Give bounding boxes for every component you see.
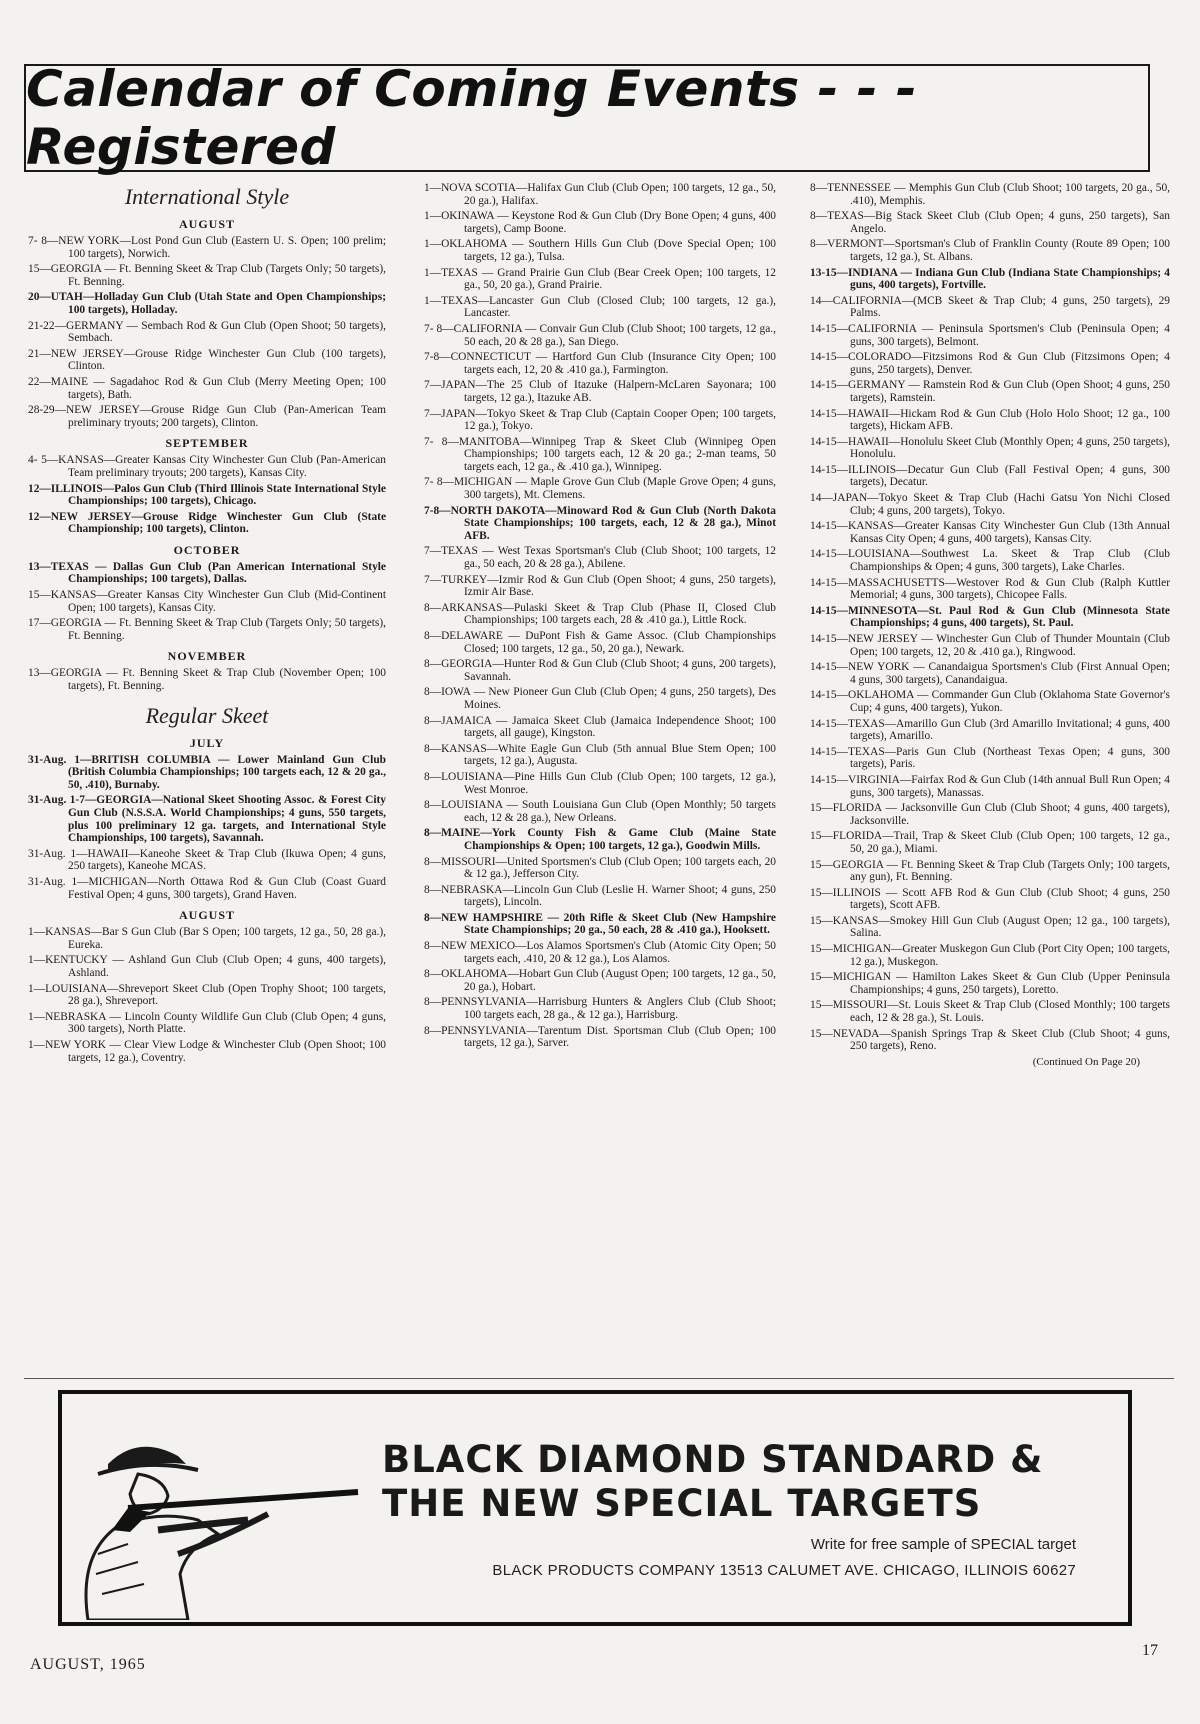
event-entry: 8—DELAWARE — DuPont Fish & Game Assoc. (Club Championships Closed; 100 targets, 12 ga., 50, 20 ga.), Newark. (424, 630, 776, 655)
event-entry: 13-15—INDIANA — Indiana Gun Club (Indiana State Championships; 4 guns, 400 targets), Fortville. (810, 266, 1170, 292)
event-entry: 7- 8—NEW YORK—Lost Pond Gun Club (Eastern U. S. Open; 100 prelim; 100 targets), Norwich. (28, 235, 386, 260)
event-entry: 13—TEXAS — Dallas Gun Club (Pan American International Style Championships; 100 targets), Dallas. (28, 560, 386, 586)
event-entry: 8—TENNESSEE — Memphis Gun Club (Club Shoot; 100 targets, 20 ga., 50, .410), Memphis. (810, 182, 1170, 207)
event-entry: 7—JAPAN—The 25 Club of Itazuke (Halpern-McLaren Sayonara; 100 targets, 12 ga.), Itazuke AB. (424, 379, 776, 404)
event-entry: 1—OKLAHOMA — Southern Hills Gun Club (Dove Special Open; 100 targets, 12 ga.), Tulsa. (424, 238, 776, 263)
page-title: Calendar of Coming Events - - - Registered (26, 60, 918, 176)
event-entry: 31-Aug. 1—MICHIGAN—North Ottawa Rod & Gun Club (Coast Guard Festival Open; 4 guns, 300 targets), Grand Haven. (28, 875, 386, 901)
event-entry: 12—ILLINOIS—Palos Gun Club (Third Illinois State International Style Championships; 100 targets), Chicago. (28, 482, 386, 508)
event-entry: 15—MICHIGAN — Hamilton Lakes Skeet & Gun Club (Upper Peninsula Championships; 4 guns, 250 targets), Loretto. (810, 971, 1170, 996)
event-entry: 1—NEW YORK — Clear View Lodge & Winchester Club (Open Shoot; 100 targets, 12 ga.), Coventry. (28, 1038, 386, 1064)
event-entry: 8—NEBRASKA—Lincoln Gun Club (Leslie H. Warner Shoot; 4 guns, 250 targets), Lincoln. (424, 883, 776, 909)
advertisement (58, 1390, 1132, 1626)
event-entry: 1—NEBRASKA — Lincoln County Wildlife Gun Club (Club Open; 4 guns, 300 targets), North Platte. (28, 1010, 386, 1036)
regular-skeet-heading: Regular Skeet (145, 702, 269, 728)
event-entry: 8—MISSOURI—United Sportsmen's Club (Club Open; 100 targets each, 20 & 12 ga.), Jefferson City. (424, 855, 776, 881)
event-entry: 14-15—COLORADO—Fitzsimons Rod & Gun Club (Fitzsimons Open; 4 guns, 250 targets), Denver. (810, 351, 1170, 376)
ad-subtext: Write for free sample of SPECIAL target (810, 1536, 1076, 1553)
event-entry: 14-15—MASSACHUSETTS—Westover Rod & Gun Club (Ralph Kuttler Memorial; 4 guns, 300 targets), Chicopee Falls. (810, 576, 1170, 602)
month-heading: SEPTEMBER (165, 436, 249, 451)
month-heading: NOVEMBER (167, 649, 247, 664)
event-entry: 15—ILLINOIS — Scott AFB Rod & Gun Club (Club Shoot; 4 guns, 250 targets), Scott AFB. (810, 886, 1170, 912)
event-entry: 15—MISSOURI—St. Louis Skeet & Trap Club (Closed Monthly; 100 targets each, 12 & 28 ga.), St. Louis. (810, 999, 1170, 1025)
event-entry: 31-Aug. 1—HAWAII—Kaneohe Skeet & Trap Club (Ikuwa Open; 4 guns, 250 targets), Kaneohe MCAS. (28, 847, 386, 873)
month-heading: JULY (189, 735, 225, 750)
event-entry: 14-15—NEW JERSEY — Winchester Gun Club of Thunder Mountain (Club Open; 100 targets, 12, 20 & .410 ga.), Ringwood. (810, 633, 1170, 658)
event-entry: 20—UTAH—Holladay Gun Club (Utah State and Open Championships; 100 targets), Holladay. (28, 291, 386, 316)
event-entry: 8—VERMONT—Sportsman's Club of Franklin County (Route 89 Open; 100 targets, 12 ga.), St. Albans. (810, 238, 1170, 263)
event-list (28, 561, 386, 643)
event-entry: 28-29—NEW JERSEY—Grouse Ridge Gun Club (Pan-American Team preliminary tryouts; 200 targets), Clinton. (28, 404, 386, 429)
event-list (28, 667, 386, 692)
event-entry: 14—JAPAN—Tokyo Skeet & Trap Club (Hachi Gatsu Yon Nichi Closed Club; 4 guns, 200 targets), Tokyo. (810, 492, 1170, 517)
ad-headline (382, 1438, 1102, 1526)
event-entry: 8—OKLAHOMA—Hobart Gun Club (August Open; 100 targets, 12 ga., 50, 20 ga.), Hobart. (424, 968, 776, 993)
event-entry: 31-Aug. 1-7—GEORGIA—National Skeet Shooting Assoc. & Forest City Gun Club (N.S.S.A. World Championships; 4 guns, 550 targets, plus 100 preliminary 12 ga. targets, and International Style Championships, 100 targets), Savannah. (28, 794, 386, 845)
event-entry: 8—IOWA — New Pioneer Gun Club (Club Open; 4 guns, 250 targets), Des Moines. (424, 686, 776, 711)
event-list (28, 754, 386, 902)
event-entry: 8—TEXAS—Big Stack Skeet Club (Club Open; 4 guns, 250 targets), San Angelo. (810, 210, 1170, 235)
event-entry: 15—FLORIDA — Jacksonville Gun Club (Club Shoot; 4 guns, 400 targets), Jacksonville. (810, 802, 1170, 827)
regular-skeet-section (28, 736, 386, 1064)
event-entry: 14-15—HAWAII—Honolulu Skeet Club (Monthly Open; 4 guns, 250 targets), Honolulu. (810, 435, 1170, 461)
event-list (28, 235, 386, 429)
event-entry: 14-15—TEXAS—Amarillo Gun Club (3rd Amarillo Invitational; 4 guns, 400 targets), Amarillo. (810, 717, 1170, 743)
event-entry: 12—NEW JERSEY—Grouse Ridge Winchester Gun Club (State Championship; 100 targets), Clinton. (28, 510, 386, 536)
event-entry: 15—GEORGIA — Ft. Benning Skeet & Trap Club (Targets Only; 50 targets), Ft. Benning. (28, 263, 386, 288)
divider (24, 1378, 1174, 1379)
event-entry: 22—MAINE — Sagadahoc Rod & Gun Club (Merry Meeting Open; 100 targets), Bath. (28, 375, 386, 401)
event-entry: 14-15—CALIFORNIA — Peninsula Sportsmen's Club (Peninsula Open; 4 guns, 300 targets), Belmont. (810, 322, 1170, 348)
issue-date: AUGUST, 1965 (30, 1656, 146, 1673)
column-2 (424, 182, 776, 1053)
event-entry: 1—NOVA SCOTIA—Halifax Gun Club (Club Open; 100 targets, 12 ga., 50, 20 ga.), Halifax. (424, 182, 776, 207)
event-entry: 15—KANSAS—Greater Kansas City Winchester Gun Club (Mid-Continent Open; 100 targets), Kansas City. (28, 589, 386, 614)
event-entry: 4- 5—KANSAS—Greater Kansas City Winchester Gun Club (Pan-American Team preliminary tryouts; 200 targets), Kansas City. (28, 454, 386, 479)
event-entry: 7—JAPAN—Tokyo Skeet & Trap Club (Captain Cooper Open; 100 targets, 12 ga.), Tokyo. (424, 407, 776, 433)
event-entry: 8—PENNSYLVANIA—Tarentum Dist. Sportsman Club (Club Open; 100 targets, 12 ga.), Sarver. (424, 1024, 776, 1050)
column-3 (810, 182, 1170, 1068)
event-entry: 8—MAINE—York County Fish & Game Club (Maine State Championships & Open; 100 targets, 12 ga.), Goodwin Mills. (424, 827, 776, 852)
page-number: 17 (1142, 1642, 1158, 1659)
event-entry: 14-15—ILLINOIS—Decatur Gun Club (Fall Festival Open; 4 guns, 300 targets), Decatur. (810, 463, 1170, 489)
event-entry: 15—MICHIGAN—Greater Muskegon Gun Club (Port City Open; 100 targets, 12 ga.), Muskegon. (810, 943, 1170, 968)
ad-headline-line-1: BLACK DIAMOND STANDARD & (382, 1438, 1044, 1481)
event-entry: 14-15—KANSAS—Greater Kansas City Winchester Gun Club (13th Annual Kansas City Open; 4 guns, 400 targets), Kansas City. (810, 520, 1170, 545)
event-entry: 8—NEW MEXICO—Los Alamos Sportsmen's Club (Atomic City Open; 50 targets each, .410, 20 & 12 ga.), Los Alamos. (424, 940, 776, 965)
event-entry: 7-8—CONNECTICUT — Hartford Gun Club (Insurance City Open; 100 targets each, 12, 20 & .410 ga.), Farmington. (424, 351, 776, 376)
event-entry: 15—NEVADA—Spanish Springs Trap & Skeet Club (Club Shoot; 4 guns, 250 targets), Reno. (810, 1027, 1170, 1053)
event-entry: 7—TEXAS — West Texas Sportsman's Club (Club Shoot; 100 targets, 12 ga., 50 each, 20 & 28 ga.), Abilene. (424, 545, 776, 571)
event-entry: 14-15—MINNESOTA—St. Paul Rod & Gun Club (Minnesota State Championships; 4 guns, 400 targets), St. Paul. (810, 604, 1170, 630)
event-entry: 7—TURKEY—Izmir Rod & Gun Club (Open Shoot; 4 guns, 250 targets), Izmir Air Base. (424, 573, 776, 599)
shooter-illustration-icon (68, 1434, 368, 1620)
month-heading: AUGUST (178, 908, 235, 923)
event-entry: 8—LOUISIANA — South Louisiana Gun Club (Open Monthly; 50 targets each, 12 & 28 ga.), New Orleans. (424, 799, 776, 824)
event-list (810, 182, 1170, 1053)
event-entry: 1—TEXAS — Grand Prairie Gun Club (Bear Creek Open; 100 targets, 12 ga., 50, 20 ga.), Grand Prairie. (424, 266, 776, 292)
ad-headline-line-2: THE NEW SPECIAL TARGETS (382, 1482, 982, 1525)
event-entry: 15—KANSAS—Smokey Hill Gun Club (August Open; 12 ga., 100 targets), Salina. (810, 914, 1170, 940)
event-entry: 8—NEW HAMPSHIRE — 20th Rifle & Skeet Club (New Hampshire State Championships; 20 ga., 50 each, 28 & .410 ga.), Hooksett. (424, 911, 776, 937)
event-entry: 8—LOUISIANA—Pine Hills Gun Club (Club Open; 100 targets, 12 ga.), West Monroe. (424, 770, 776, 796)
event-entry: 21-22—GERMANY — Sembach Rod & Gun Club (Open Shoot; 50 targets), Sembach. (28, 319, 386, 345)
event-entry: 14-15—HAWAII—Hickam Rod & Gun Club (Holo Holo Shoot; 12 ga., 100 targets), Hickam AFB. (810, 407, 1170, 433)
event-entry: 21—NEW JERSEY—Grouse Ridge Winchester Gun Club (100 targets), Clinton. (28, 347, 386, 373)
event-entry: 7- 8—CALIFORNIA — Convair Gun Club (Club Shoot; 100 targets, 12 ga., 50 each, 20 & 28 ga.), San Diego. (424, 322, 776, 348)
event-entry: 14-15—OKLAHOMA — Commander Gun Club (Oklahoma State Governor's Cup; 4 guns, 400 targets), Yukon. (810, 689, 1170, 714)
event-entry: 17—GEORGIA — Ft. Benning Skeet & Trap Club (Targets Only; 50 targets), Ft. Benning. (28, 617, 386, 642)
event-entry: 14-15—TEXAS—Paris Gun Club (Northeast Texas Open; 4 guns, 300 targets), Paris. (810, 745, 1170, 771)
ad-address: BLACK PRODUCTS COMPANY 13513 CALUMET AVE. CHICAGO, ILLINOIS 60627 (492, 1562, 1076, 1579)
event-entry: 1—OKINAWA — Keystone Rod & Gun Club (Dry Bone Open; 4 guns, 400 targets), Camp Boone. (424, 210, 776, 235)
continued-note: (Continued On Page 20) (1032, 1055, 1140, 1068)
event-list (28, 454, 386, 536)
event-list (424, 182, 776, 1050)
event-entry: 14-15—NEW YORK — Canandaigua Sportsmen's Club (First Annual Open; 4 guns, 300 targets), Canandaigua. (810, 661, 1170, 686)
event-entry: 8—GEORGIA—Hunter Rod & Gun Club (Club Shoot; 4 guns, 200 targets), Savannah. (424, 658, 776, 683)
international-style-section (28, 217, 386, 693)
event-entry: 1—KANSAS—Bar S Gun Club (Bar S Open; 100 targets, 12 ga., 50, 28 ga.), Eureka. (28, 926, 386, 951)
event-entry: 8—JAMAICA — Jamaica Skeet Club (Jamaica Independence Shoot; 100 targets, all gauge), Kingston. (424, 714, 776, 740)
international-style-heading: International Style (124, 184, 290, 209)
title-banner (24, 60, 1150, 176)
event-entry: 14—CALIFORNIA—(MCB Skeet & Trap Club; 4 guns, 250 targets), 29 Palms. (810, 294, 1170, 320)
month-heading: AUGUST (178, 217, 235, 231)
event-entry: 8—KANSAS—White Eagle Gun Club (5th annual Blue Stem Open; 100 targets, 12 ga.), Augusta. (424, 742, 776, 768)
event-entry: 8—PENNSYLVANIA—Harrisburg Hunters & Anglers Club (Club Shoot; 100 targets each, 28 ga., & 12 ga.), Harrisburg. (424, 996, 776, 1022)
event-entry: 15—GEORGIA — Ft. Benning Skeet & Trap Club (Targets Only; 100 targets, any gun), Ft. Benning. (810, 858, 1170, 884)
event-entry: 7- 8—MANITOBA—Winnipeg Trap & Skeet Club (Winnipeg Open Championships; 100 targets each, 12 & 20 ga.; 2-man teams, 50 targets each, 12 ga., & .410 ga.), Winnipeg. (424, 435, 776, 473)
event-list (28, 926, 386, 1064)
event-entry: 14-15—LOUISIANA—Southwest La. Skeet & Trap Club (Club Championships & Open; 4 guns, 300 targets), Lake Charles. (810, 548, 1170, 574)
event-entry: 15—FLORIDA—Trail, Trap & Skeet Club (Club Open; 100 targets, 12 ga., 50, 20 ga.), Miami. (810, 830, 1170, 855)
column-1 (28, 182, 386, 1067)
event-entry: 7- 8—MICHIGAN — Maple Grove Gun Club (Maple Grove Open; 4 guns, 300 targets), Mt. Clemens. (424, 476, 776, 502)
event-entry: 13—GEORGIA — Ft. Benning Skeet & Trap Club (November Open; 100 targets), Ft. Benning. (28, 667, 386, 693)
event-entry: 1—KENTUCKY — Ashland Gun Club (Club Open; 4 guns, 400 targets), Ashland. (28, 954, 386, 979)
event-entry: 1—TEXAS—Lancaster Gun Club (Closed Club; 100 targets, 12 ga.), Lancaster. (424, 294, 776, 320)
month-heading: OCTOBER (173, 542, 241, 557)
event-entry: 31-Aug. 1—BRITISH COLUMBIA — Lower Mainland Gun Club (British Columbia Championships; 100 targets each, 12 & 20 ga., 50, .410), Burnaby. (28, 753, 386, 791)
event-entry: 8—ARKANSAS—Pulaski Skeet & Trap Club (Phase II, Closed Club Championships; 100 targets each, 28 & .410 ga.), Little Rock. (424, 601, 776, 627)
event-entry: 14-15—GERMANY — Ramstein Rod & Gun Club (Open Shoot; 4 guns, 250 targets), Ramstein. (810, 379, 1170, 404)
event-entry: 7-8—NORTH DAKOTA—Minoward Rod & Gun Club (North Dakota State Championships; 100 targets, each, 12 & 28 ga.), Minot AFB. (424, 504, 776, 542)
event-entry: 14-15—VIRGINIA—Fairfax Rod & Gun Club (14th annual Bull Run Open; 4 guns, 300 targets), Manassas. (810, 773, 1170, 799)
event-entry: 1—LOUISIANA—Shreveport Skeet Club (Open Trophy Shoot; 100 targets, 28 ga.), Shreveport. (28, 982, 386, 1008)
